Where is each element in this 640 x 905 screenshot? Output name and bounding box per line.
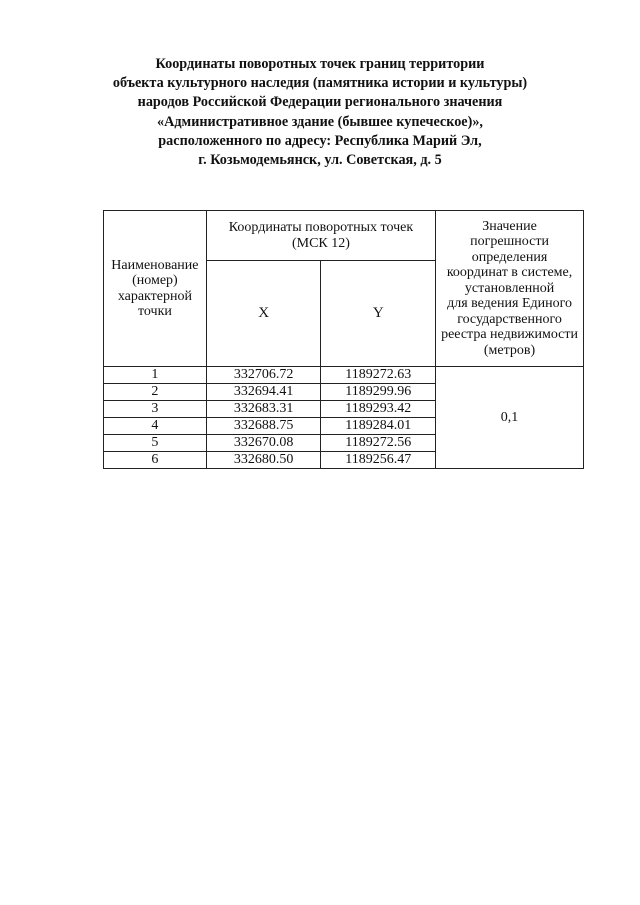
header-x: X: [206, 261, 321, 367]
header-text-line: для ведения Единого: [447, 296, 572, 312]
header-text-line: Значение: [482, 218, 537, 234]
x-value: 332683.31: [206, 401, 321, 418]
header-text-line: погрешности: [470, 234, 549, 250]
x-value: 332670.08: [206, 435, 321, 452]
title-line: народов Российской Федерации регионального значения: [137, 94, 503, 111]
title-line: «Административное здание (бывшее купеческое)»,: [157, 113, 483, 130]
header-text-line: (МСК 12): [291, 235, 350, 251]
y-value: 1189293.42: [321, 401, 436, 418]
x-value: 332688.75: [206, 418, 321, 435]
title-line: Координаты поворотных точек границ территории: [155, 56, 485, 72]
coordinates-table: [103, 210, 584, 469]
y-value: 1189272.63: [321, 367, 436, 384]
header-text-line: (метров): [483, 342, 536, 358]
x-value: 332706.72: [206, 367, 321, 384]
header-text-line: реестра недвижимости: [441, 327, 578, 343]
title-line: объекта культурного наследия (памятника истории и культуры): [112, 75, 528, 92]
y-value: 1189272.56: [321, 435, 436, 452]
point-number: 2: [104, 384, 207, 401]
header-text-line: государственного: [457, 311, 562, 327]
title-line: расположенного по адресу: Республика Марий Эл,: [158, 132, 482, 149]
header-text-line: (номер): [132, 273, 178, 288]
point-number: 4: [104, 418, 207, 435]
header-error-value: [436, 211, 584, 367]
y-value: 1189256.47: [321, 452, 436, 469]
header-y: Y: [321, 261, 436, 367]
point-number: 5: [104, 435, 207, 452]
header-text-line: Координаты поворотных точек: [228, 220, 414, 235]
table-header-row: [104, 211, 584, 261]
header-text-line: координат в системе,: [446, 265, 573, 281]
y-value: 1189299.96: [321, 384, 436, 401]
point-number: 6: [104, 452, 207, 469]
table-row: [104, 367, 584, 384]
x-value: 332694.41: [206, 384, 321, 401]
point-number: 3: [104, 401, 207, 418]
point-number: 1: [104, 367, 207, 384]
header-text-line: Наименование: [111, 257, 199, 273]
title-line: г. Козьмодемьянск, ул. Советская, д. 5: [198, 152, 442, 169]
error-value: 0,1: [436, 367, 584, 469]
header-text-line: установленной: [464, 280, 555, 296]
x-value: 332680.50: [206, 452, 321, 469]
y-value: 1189284.01: [321, 418, 436, 435]
document-title: [60, 55, 580, 170]
header-text-line: определения: [471, 249, 548, 265]
header-text-line: точки: [137, 304, 172, 319]
header-point-name: [104, 211, 207, 367]
header-text-line: характерной: [117, 288, 192, 304]
header-coordinates: [206, 211, 435, 261]
